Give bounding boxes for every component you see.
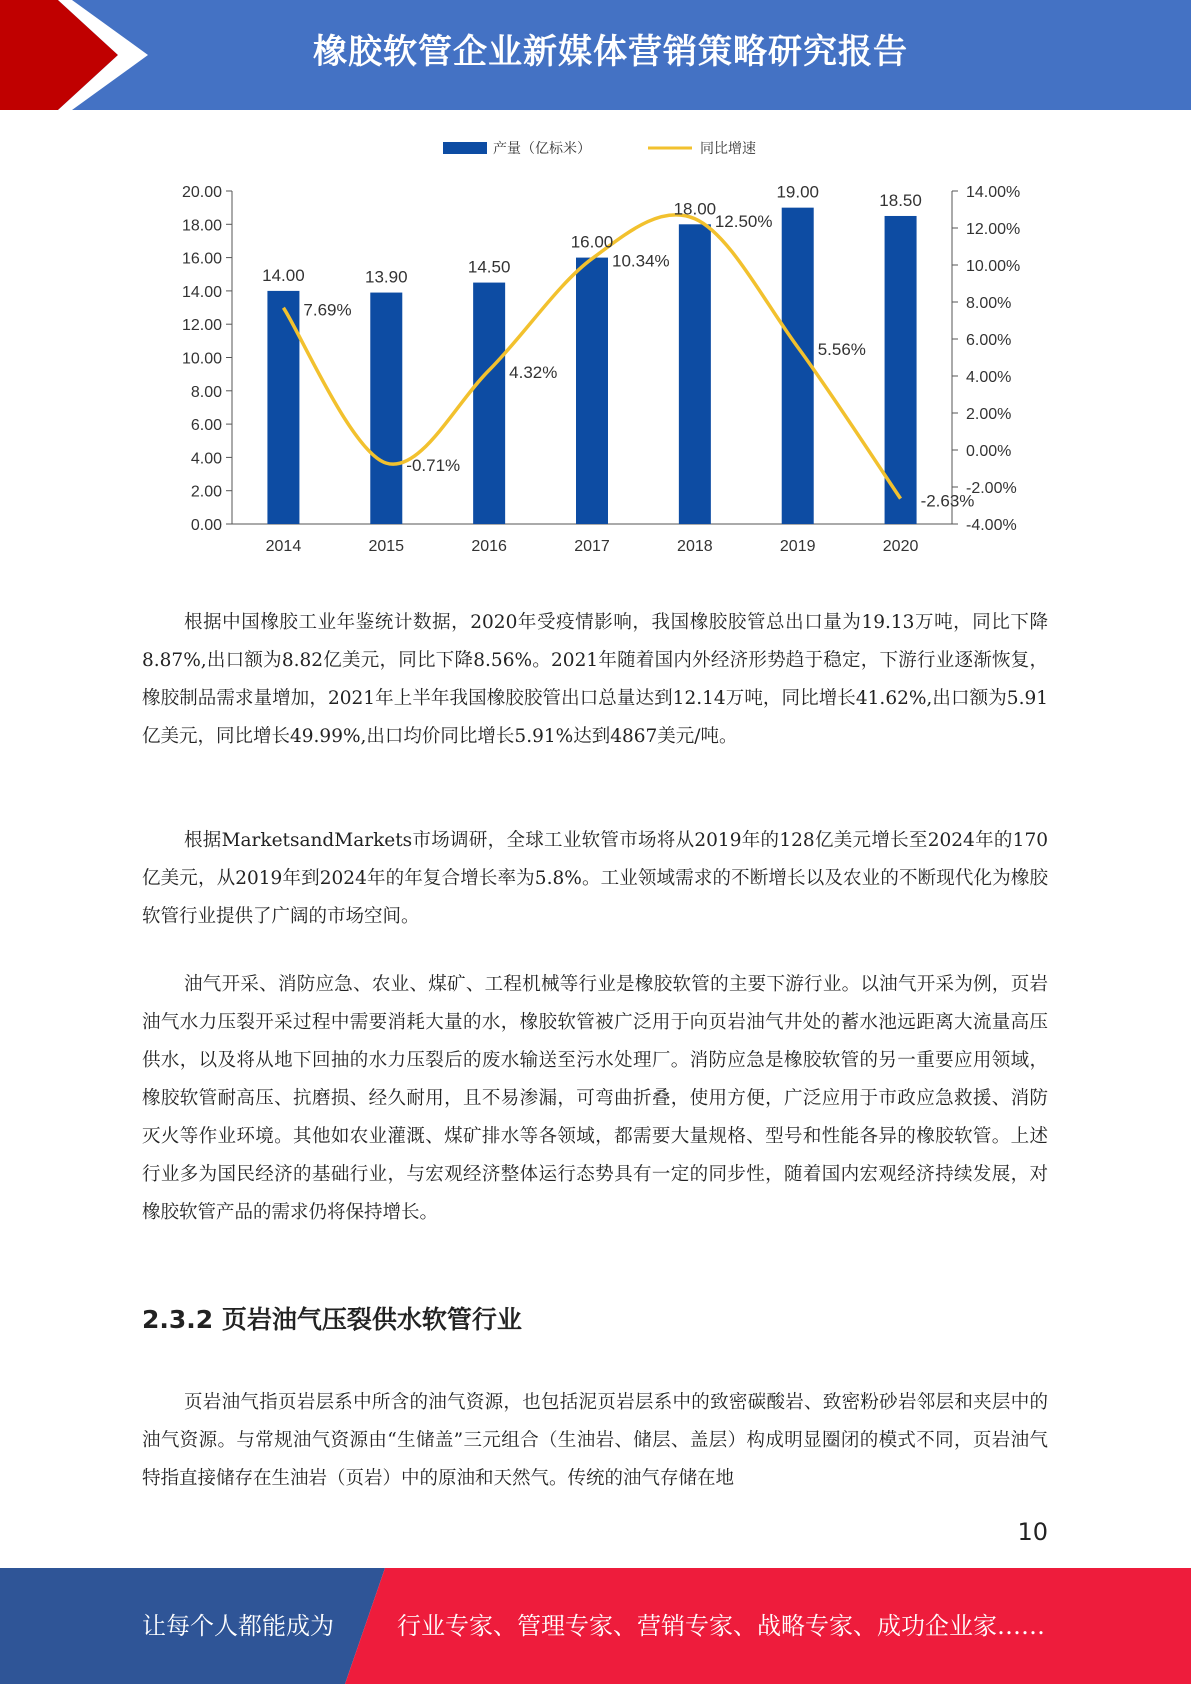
footer-slogan-right: 行业专家、管理专家、营销专家、战略专家、成功企业家……: [397, 1612, 1045, 1640]
line-value-label: 10.34%: [612, 251, 670, 271]
bar-value-label: 14.00: [262, 265, 305, 285]
y-left-tick-label: 16.00: [181, 250, 222, 268]
page-footer: [0, 1568, 1191, 1684]
bar: [576, 258, 608, 524]
x-tick-label: 2015: [368, 538, 405, 555]
y-left-tick-label: 6.00: [190, 417, 222, 435]
x-tick-label: 2020: [882, 538, 919, 555]
data-labels: [262, 183, 974, 511]
section-heading: 2.3.2 页岩油气压裂供水软管行业: [142, 1305, 522, 1334]
bar-value-label: 19.00: [776, 182, 819, 202]
line-value-label: 5.56%: [817, 340, 866, 360]
paragraph-global-market: 根据MarketsandMarkets市场调研，全球工业软管市场将从2019年的128亿美元增长至2024年的170亿美元，从2019年到2024年的年复合增长率为5.8%。工业领域需求的不断增长以及农业的不断现代化为橡胶软管行业提供了广阔的市场空间。: [142, 830, 1048, 927]
bar-value-label: 18.50: [879, 190, 922, 210]
legend-label-bar: 产量（亿标米）: [493, 140, 591, 156]
y-right-tick-label: -2.00%: [966, 480, 1017, 497]
y-right-tick-label: 10.00%: [966, 258, 1021, 275]
paragraph-export-stats: 根据中国橡胶工业年鉴统计数据，2020年受疫情影响，我国橡胶胶管总出口量为19.13万吨，同比下降8.87%,出口额为8.82亿美元，同比下降8.56%。2021年随着国内外经济形势趋于稳定，下游行业逐渐恢复，橡胶制品需求量增加，2021年上半年我国橡胶胶管出口总量达到12.14万吨，同比增长41.62%,出口额为5.91亿美元，同比增长49.99%,出口均价同比增长5.91%达到4867美元/吨。: [142, 612, 1048, 747]
bar: [473, 283, 505, 524]
report-title: 橡胶软管企业新媒体营销策略研究报告: [313, 32, 908, 72]
page-number: 10: [1017, 1518, 1048, 1546]
bar: [782, 208, 814, 524]
y-right-tick-label: 4.00%: [966, 369, 1012, 386]
bar: [885, 216, 917, 524]
bar: [370, 293, 402, 524]
line-value-label: 12.50%: [714, 211, 773, 231]
bar-series: [267, 208, 916, 524]
y-left-tick-label: 0.00: [190, 517, 222, 534]
y-left-tick-label: 4.00: [190, 450, 222, 468]
line-value-label: 4.32%: [509, 363, 558, 383]
x-tick-label: 2016: [471, 538, 507, 555]
line-value-label: -2.63%: [920, 491, 975, 511]
chart-legend: [443, 140, 756, 156]
y-left-tick-label: 10.00: [181, 350, 222, 368]
y-right-tick-label: 6.00%: [966, 332, 1012, 349]
x-tick-label: 2017: [574, 538, 610, 555]
legend-swatch-bar: [443, 142, 487, 154]
bar-value-label: 13.90: [365, 267, 408, 287]
y-left-tick-label: 2.00: [190, 483, 222, 501]
paragraph-downstream-industries: 油气开采、消防应急、农业、煤矿、工程机械等行业是橡胶软管的主要下游行业。以油气开采为例，页岩油气水力压裂开采过程中需要消耗大量的水，橡胶软管被广泛用于向页岩油气井处的蓄水池远距离大流量高压供水，以及将从地下回抽的水力压裂后的废水输送至污水处理厂。消防应急是橡胶软管的另一重要应用领域，橡胶软管耐高压、抗磨损、经久耐用，且不易渗漏，可弯曲折叠，使用方便，广泛应用于市政应急救援、消防灭火等作业环境。其他如农业灌溉、煤矿排水等各领域，都需要大量规格、型号和性能各异的橡胶软管。上述行业多为国民经济的基础行业，与宏观经济整体运行态势具有一定的同步性，随着国内宏观经济持续发展，对橡胶软管产品的需求仍将保持增长。: [142, 974, 1048, 1223]
production-growth-chart: [140, 128, 1060, 568]
x-tick-label: 2019: [779, 538, 816, 555]
y-right-tick-label: 8.00%: [966, 295, 1012, 312]
y-right-tick-label: 12.00%: [966, 221, 1021, 238]
y-left-tick-label: 20.00: [181, 184, 222, 201]
y-left-tick-label: 14.00: [181, 283, 222, 301]
footer-slogan-left: 让每个人都能成为: [142, 1612, 334, 1640]
paragraph-shale-oil-gas: 页岩油气指页岩层系中所含的油气资源，也包括泥页岩层系中的致密碳酸岩、致密粉砂岩邻层和夹层中的油气资源。与常规油气资源由“生储盖”三元组合（生油岩、储层、盖层）构成明显圈闭的模式不同，页岩油气特指直接储存在生油岩（页岩）中的原油和天然气。传统的油气存储在地: [142, 1392, 1048, 1489]
y-left-tick-label: 18.00: [181, 217, 222, 235]
y-right-tick-label: 14.00%: [966, 184, 1021, 201]
legend-label-line: 同比增速: [700, 140, 756, 156]
bar: [679, 224, 711, 524]
y-right-tick-label: -4.00%: [966, 517, 1017, 534]
y-right-tick-label: 2.00%: [966, 406, 1012, 423]
x-tick-label: 2014: [265, 538, 302, 555]
bar-value-label: 16.00: [570, 232, 614, 252]
y-right-tick-label: 0.00%: [966, 443, 1012, 460]
bar-value-label: 14.50: [467, 257, 511, 277]
line-value-label: -0.71%: [406, 456, 461, 476]
y-left-tick-label: 8.00: [190, 383, 222, 401]
x-tick-label: 2018: [677, 538, 713, 555]
line-value-label: 7.69%: [303, 300, 352, 320]
y-left-tick-label: 12.00: [181, 317, 222, 335]
bar-value-label: 18.00: [673, 199, 717, 219]
page-header: [0, 0, 1191, 110]
